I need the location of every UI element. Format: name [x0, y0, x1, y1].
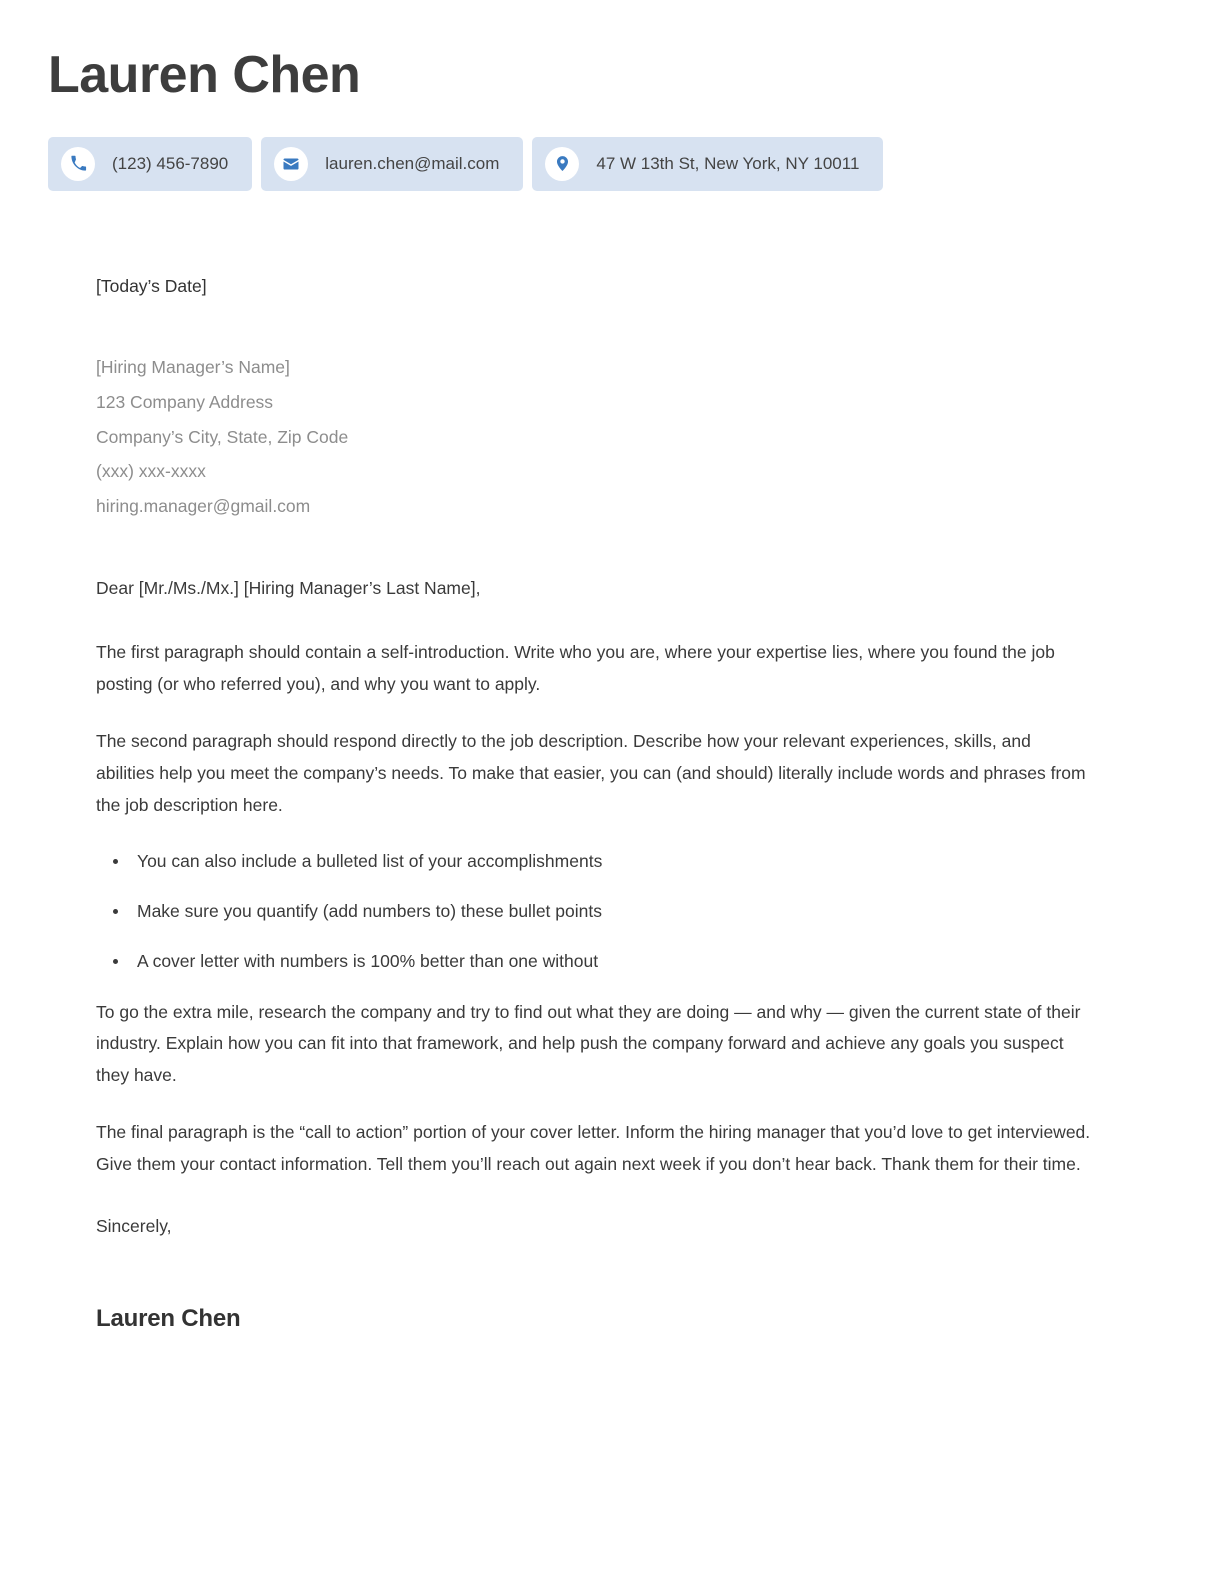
contact-email-value: lauren.chen@mail.com: [325, 154, 500, 174]
envelope-icon: [274, 147, 308, 181]
contact-address-value: 47 W 13th St, New York, NY 10011: [596, 154, 860, 174]
recipient-line-street: 123 Company Address: [96, 391, 274, 412]
contact-badge-address: [532, 137, 883, 191]
map-pin-icon: [545, 147, 579, 181]
body-paragraph-4: The final paragraph is the “call to action” portion of your cover letter. Inform the hiring manager that you’d love to get interviewed. Give them your contact information. Tell them you’ll reach out again next week if you don’t hear back. Thank them for their time.: [96, 1122, 1091, 1174]
contact-badge-phone: [48, 137, 252, 191]
contact-info-row: [48, 137, 1176, 191]
salutation-line: Dear [Mr./Ms./Mx.] [Hiring Manager’s Last Name],: [96, 578, 481, 599]
body-paragraph-1: The first paragraph should contain a self-introduction. Write who you are, where your expertise lies, where you found the job posting (or who referred you), and why you want to apply.: [96, 642, 1055, 695]
signature-name: Lauren Chen: [96, 1305, 241, 1332]
contact-badge-email: [261, 137, 523, 191]
letter-date: [Today’s Date]: [96, 275, 207, 296]
body-paragraph-2: The second paragraph should respond directly to the job description. Describe how your relevant experiences, skills, and abilities help you meet the company’s needs. To make that easier, you can (and should) literally include words and phrases from the job description here.: [96, 731, 1086, 815]
closing-line: Sincerely,: [96, 1215, 172, 1236]
accomplishments-list: [96, 847, 1094, 975]
letter-header: [0, 0, 1224, 191]
contact-phone-value: (123) 456-7890: [112, 154, 229, 174]
list-item: A cover letter with numbers is 100% better than one without: [110, 947, 1094, 975]
list-item: Make sure you quantify (add numbers to) these bullet points: [110, 897, 1094, 925]
recipient-address-block: [96, 355, 1094, 519]
body-paragraph-3: To go the extra mile, research the company and try to find out what they are doing — and why — given the current state of their industry. Explain how you can fit into that framework, and help push the company forward and achieve any goals you suspect they have.: [96, 1001, 1081, 1086]
letter-body: [0, 273, 1224, 1333]
recipient-line-name: [Hiring Manager’s Name]: [96, 356, 290, 377]
page-title: Lauren Chen: [48, 46, 361, 104]
recipient-line-phone: (xxx) xxx-xxxx: [96, 461, 206, 482]
recipient-line-city: Company’s City, State, Zip Code: [96, 426, 349, 447]
phone-icon: [61, 147, 95, 181]
list-item: You can also include a bulleted list of your accomplishments: [110, 847, 1094, 875]
recipient-line-email: hiring.manager@gmail.com: [96, 496, 311, 517]
